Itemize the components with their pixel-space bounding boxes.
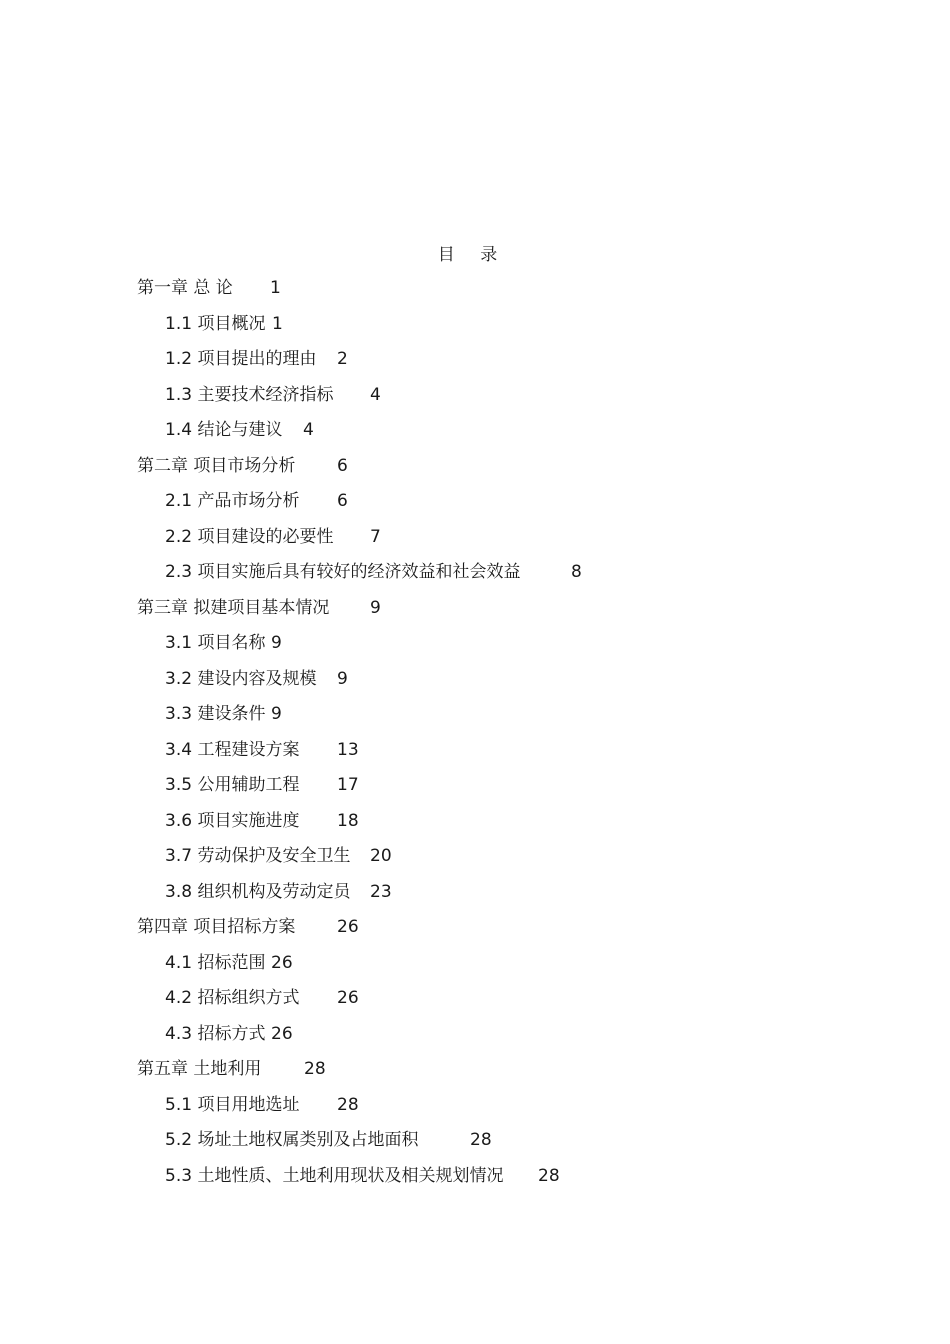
toc-entry-page-number: 26: [337, 988, 359, 1008]
toc-section-entry[interactable]: [0, 769, 950, 805]
toc-entry-label: 2.3 项目实施后具有较好的经济效益和社会效益: [165, 562, 521, 582]
toc-entry-label: 3.2 建设内容及规模: [165, 668, 317, 689]
toc-entry-page-number: 18: [337, 810, 359, 831]
toc-entry-label: 1.1 项目概况: [165, 313, 266, 334]
toc-entry-page-number: 4: [303, 420, 314, 440]
toc-entry-page-number: 26: [271, 1023, 293, 1044]
toc-entry-label: 第一章 总 论: [137, 278, 233, 298]
toc-entry-label: 3.7 劳动保护及安全卫生: [165, 846, 351, 866]
toc-list: [0, 272, 950, 1195]
toc-entry-page-number: 26: [271, 952, 293, 973]
toc-chapter-entry[interactable]: [0, 592, 950, 628]
toc-entry-page-number: 8: [571, 562, 582, 582]
toc-chapter-entry[interactable]: [0, 911, 950, 947]
toc-entry-page-number: 7: [370, 526, 381, 547]
toc-entry-label: 4.1 招标范围: [165, 952, 266, 973]
toc-section-entry[interactable]: [0, 308, 950, 344]
toc-chapter-entry[interactable]: [0, 272, 950, 308]
toc-entry-page-number: 28: [470, 1130, 492, 1150]
toc-section-entry[interactable]: [0, 1018, 950, 1054]
toc-entry-label: 4.3 招标方式: [165, 1023, 266, 1044]
toc-chapter-entry[interactable]: [0, 1053, 950, 1089]
toc-entry-label: 第四章 项目招标方案: [137, 917, 296, 937]
toc-section-entry[interactable]: [0, 947, 950, 983]
toc-entry-page-number: 28: [337, 1094, 359, 1115]
toc-entry-label: 3.5 公用辅助工程: [165, 775, 300, 795]
toc-entry-label: 2.1 产品市场分析: [165, 491, 300, 511]
toc-section-entry[interactable]: [0, 1124, 950, 1160]
toc-section-entry[interactable]: [0, 1089, 950, 1125]
toc-chapter-entry[interactable]: [0, 450, 950, 486]
toc-entry-page-number: 13: [337, 739, 359, 760]
toc-entry-label: 1.4 结论与建议: [165, 420, 283, 440]
toc-entry-label: 5.1 项目用地选址: [165, 1094, 300, 1115]
toc-entry-label: 1.2 项目提出的理由: [165, 349, 317, 369]
toc-entry-label: 3.8 组织机构及劳动定员: [165, 881, 351, 902]
toc-entry-page-number: 28: [538, 1165, 560, 1186]
toc-entry-page-number: 26: [337, 917, 359, 937]
toc-section-entry[interactable]: [0, 734, 950, 770]
toc-section-entry[interactable]: [0, 627, 950, 663]
toc-section-entry[interactable]: [0, 521, 950, 557]
toc-entry-page-number: 23: [370, 881, 392, 902]
toc-section-entry[interactable]: [0, 982, 950, 1018]
toc-entry-label: 3.4 工程建设方案: [165, 739, 300, 760]
toc-title: [0, 240, 935, 265]
toc-entry-page-number: 9: [271, 704, 282, 724]
toc-title-char-1: 目: [437, 245, 455, 265]
toc-entry-label: 5.2 场址土地权属类别及占地面积: [165, 1130, 419, 1150]
toc-entry-label: 2.2 项目建设的必要性: [165, 526, 334, 547]
toc-entry-page-number: 9: [337, 668, 348, 689]
toc-entry-page-number: 6: [337, 491, 348, 511]
toc-section-entry[interactable]: [0, 379, 950, 415]
toc-entry-page-number: 6: [337, 455, 348, 476]
toc-section-entry[interactable]: [0, 805, 950, 841]
toc-entry-page-number: 2: [337, 349, 348, 369]
toc-section-entry[interactable]: [0, 1160, 950, 1196]
toc-section-entry[interactable]: [0, 840, 950, 876]
toc-entry-page-number: 4: [370, 384, 381, 405]
toc-section-entry[interactable]: [0, 556, 950, 592]
toc-entry-label: 第五章 土地利用: [137, 1059, 262, 1079]
toc-entry-label: 第三章 拟建项目基本情况: [137, 597, 330, 618]
toc-entry-label: 3.3 建设条件: [165, 704, 266, 724]
toc-section-entry[interactable]: [0, 663, 950, 699]
toc-section-entry[interactable]: [0, 698, 950, 734]
toc-entry-page-number: 20: [370, 846, 392, 866]
toc-entry-page-number: 9: [370, 597, 381, 618]
toc-entry-page-number: 1: [272, 313, 283, 334]
toc-entry-label: 3.6 项目实施进度: [165, 810, 300, 831]
toc-section-entry[interactable]: [0, 876, 950, 912]
toc-entry-label: 4.2 招标组织方式: [165, 988, 300, 1008]
toc-entry-label: 1.3 主要技术经济指标: [165, 384, 334, 405]
toc-entry-page-number: 28: [304, 1059, 326, 1079]
toc-entry-page-number: 17: [337, 775, 359, 795]
toc-section-entry[interactable]: [0, 343, 950, 379]
toc-entry-label: 5.3 土地性质、土地利用现状及相关规划情况: [165, 1165, 504, 1186]
toc-entry-label: 第二章 项目市场分析: [137, 455, 296, 476]
toc-title-char-2: 录: [480, 245, 498, 265]
toc-entry-label: 3.1 项目名称: [165, 633, 266, 653]
toc-section-entry[interactable]: [0, 414, 950, 450]
toc-section-entry[interactable]: [0, 485, 950, 521]
toc-entry-page-number: 9: [271, 633, 282, 653]
toc-entry-page-number: 1: [270, 278, 281, 298]
